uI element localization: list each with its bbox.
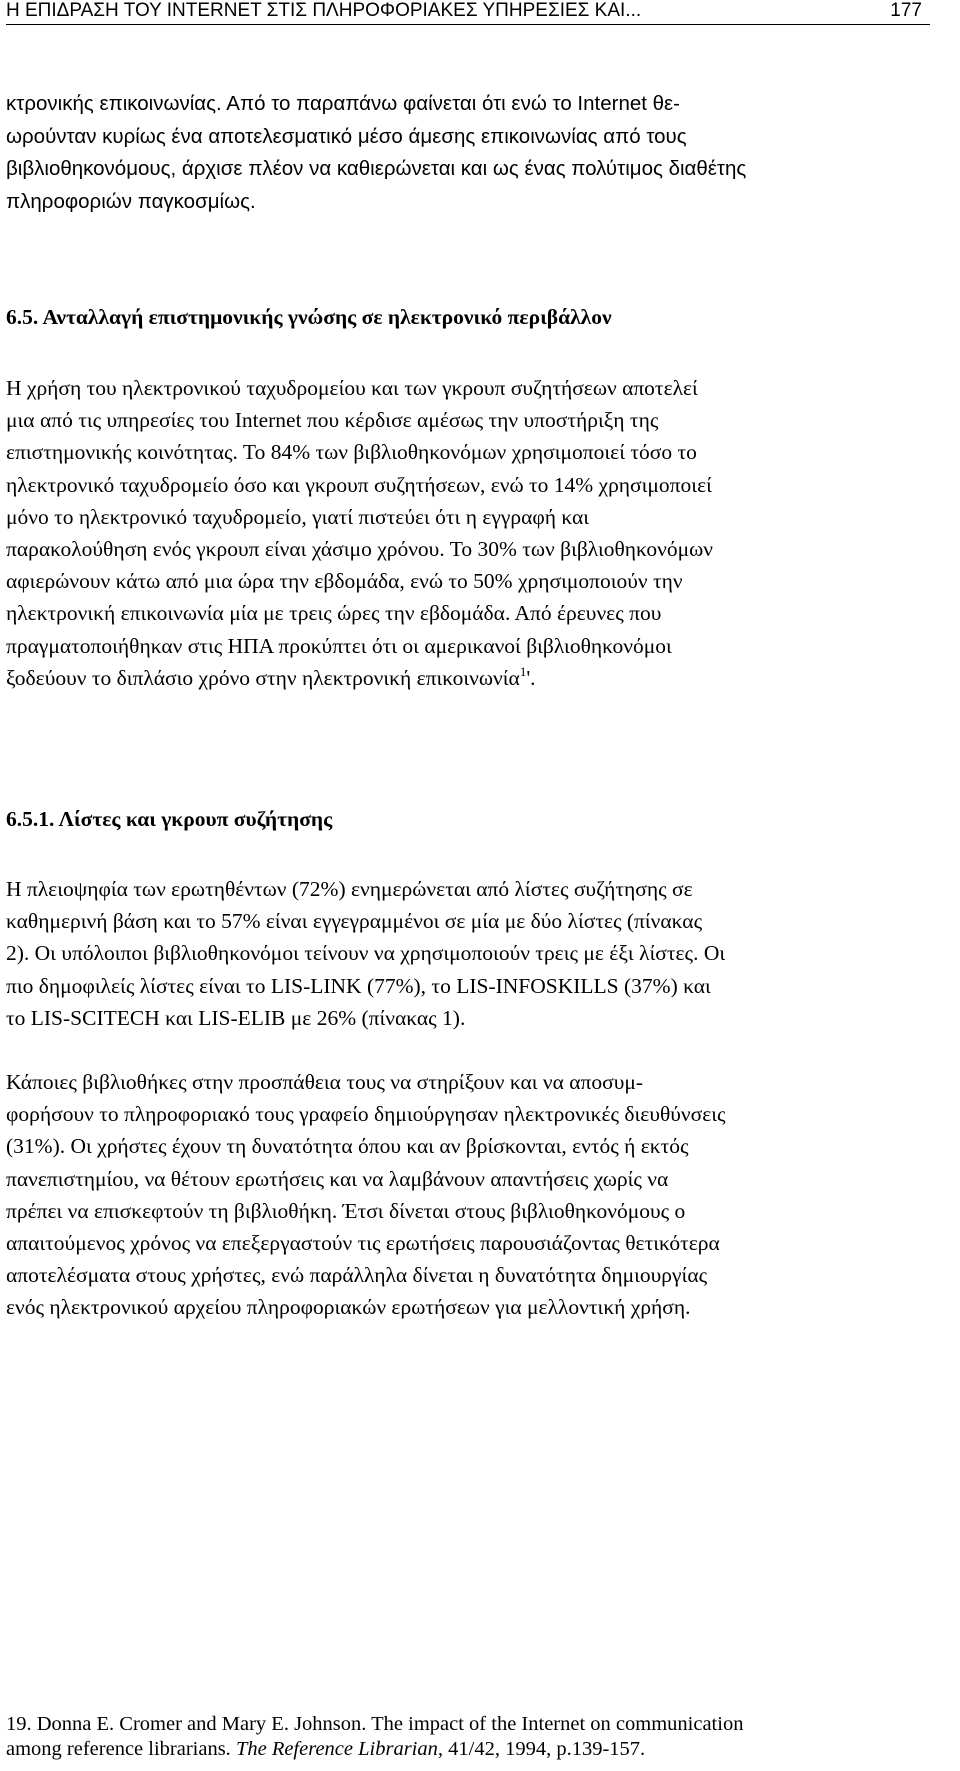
section-heading-6-5-1: 6.5.1. Λίστες και γκρουπ συζήτησης — [6, 807, 333, 831]
text-line: Κάποιες βιβλιοθήκες στην προσπάθεια τους να στηρίξουν και να αποσυμ- — [6, 1070, 644, 1094]
section-6-5-1-paragraph-2 — [6, 1066, 932, 1324]
text-line: κτρονικής επικοινωνίας. Από το παραπάνω φαίνεται ότι ενώ το Internet θε- — [6, 92, 681, 115]
footnote-line: 19. Donna E. Cromer and Mary E. Johnson. The impact of the Internet on communication — [6, 1713, 744, 1735]
text-line: αφιερώνουν κάτω από μια ώρα την εβδομάδα, ενώ το 50% χρησιμοποιούν την — [6, 569, 683, 594]
footnote-line — [6, 1737, 946, 1762]
text-line: ηλεκτρονική επικοινωνία μία με τρεις ώρες την εβδομάδα. Από έρευνες που — [6, 601, 662, 626]
section-heading-6-5: 6.5. Ανταλλαγή επιστημονικής γνώσης σε ηλεκτρονικό περιβάλλον — [6, 305, 612, 329]
text-line: πληροφοριών παγκοσμίως. — [6, 189, 256, 213]
text-line: αποτελέσματα στους χρήστες, ενώ παράλληλα δίνεται η δυνατότητα δημιουργίας — [6, 1263, 708, 1288]
text-line: μια από τις υπηρεσίες του Internet που κέρδισε αμέσως την υποστήριξη της — [6, 408, 659, 433]
text-line: απαιτούμενος χρόνος να επεξεργαστούν τις ερωτήσεις παρουσιάζοντας θετικότερα — [6, 1231, 720, 1256]
footnote — [6, 1712, 946, 1761]
text-line: ωρούνταν κυρίως ένα αποτελεσματικό μέσο άμεσης επικοινωνίας από τους — [6, 124, 687, 148]
text-line: Η χρήση του ηλεκτρονικού ταχυδρομείου και των γκρουπ συζητήσεων αποτελεί — [6, 376, 698, 400]
footnote-reference: 1 — [519, 663, 527, 679]
footnote-text: among reference librarians. — [6, 1737, 236, 1760]
text-line: ενός ηλεκτρονικού αρχείου πληροφοριακών ερωτήσεων για μελλοντική χρήση. — [6, 1295, 691, 1320]
text-line: μόνο το ηλεκτρονικό ταχυδρομείο, γιατί πιστεύει ότι η εγγραφή και — [6, 504, 590, 529]
text-line: βιβλιοθηκονόμους, άρχισε πλέον να καθιερώνεται και ως ένας πολύτιμος διαθέτης — [6, 157, 747, 181]
text-line: παρακολούθηση ενός γκρουπ είναι χάσιμο χρόνου. Το 30% των βιβλιοθηκονόμων — [6, 537, 714, 562]
page-number: 177 — [890, 0, 922, 21]
text-line: φορήσουν το πληροφοριακό τους γραφείο δημιούργησαν ηλεκτρονικές διευθύνσεις — [6, 1102, 726, 1127]
text-fragment: ξοδεύουν το διπλάσιο χρόνο στην ηλεκτρονική επικοινωνία — [6, 665, 520, 690]
running-header — [6, 0, 930, 25]
intro-paragraph — [6, 88, 932, 218]
footnote-text: 41/42, 1994, p.139-157. — [443, 1737, 646, 1760]
text-line: πιο δημοφιλείς λίστες είναι το LIS-LINK (77%), το LIS-INFOSKILLS (37%) και — [6, 973, 711, 998]
text-fragment: '. — [526, 665, 536, 690]
text-line: πραγματοποιήθηκαν στις ΗΠΑ προκύπτει ότι οι αμερικανοί βιβλιοθηκονόμοι — [6, 633, 672, 658]
journal-title: The Reference Librarian, — [235, 1737, 443, 1760]
text-line: (31%). Οι χρήστες έχουν τη δυνατότητα όπου και αν βρίσκονται, εντός ή εκτός — [6, 1134, 689, 1159]
text-line: επιστημονικής κοινότητας. Το 84% των βιβλιοθηκονόμων χρησιμοποιεί τόσο το — [6, 440, 697, 465]
section-6-5-1-paragraph-1 — [6, 873, 932, 1034]
running-header-title: Η ΕΠΙΔΡΑΣΗ ΤΟΥ INTERNET ΣΤΙΣ ΠΛΗΡΟΦΟΡΙΑΚΕΣ ΥΠΗΡΕΣΙΕΣ ΚΑΙ... — [6, 0, 642, 21]
text-line: καθημερινή βάση και το 57% είναι εγγεγραμμένοι σε μία με δύο λίστες (πίνακας — [6, 909, 703, 934]
text-line: το LIS-SCITECH και LIS-ELIB με 26% (πίνακας 1). — [6, 1005, 466, 1030]
text-line: 2). Οι υπόλοιποι βιβλιοθηκονόμοι τείνουν να χρησιμοποιούν τρεις με έξι λίστες. Οι — [6, 941, 726, 966]
section-6-5-paragraph — [6, 372, 932, 694]
text-line: Η πλειοψηφία των ερωτηθέντων (72%) ενημερώνεται από λίστες συζήτησης σε — [6, 877, 693, 901]
text-line-with-footnote — [6, 662, 932, 694]
text-line: πανεπιστημίου, να θέτουν ερωτήσεις και να λαμβάνουν απαντήσεις χωρίς να — [6, 1166, 669, 1191]
text-line: ηλεκτρονικό ταχυδρομείο όσο και γκρουπ συζητήσεων, ενώ το 14% χρησιμοποιεί — [6, 472, 712, 497]
text-line: πρέπει να επισκεφτούν τη βιβλιοθήκη. Έτσι δίνεται στους βιβλιοθηκονόμους ο — [6, 1198, 686, 1223]
